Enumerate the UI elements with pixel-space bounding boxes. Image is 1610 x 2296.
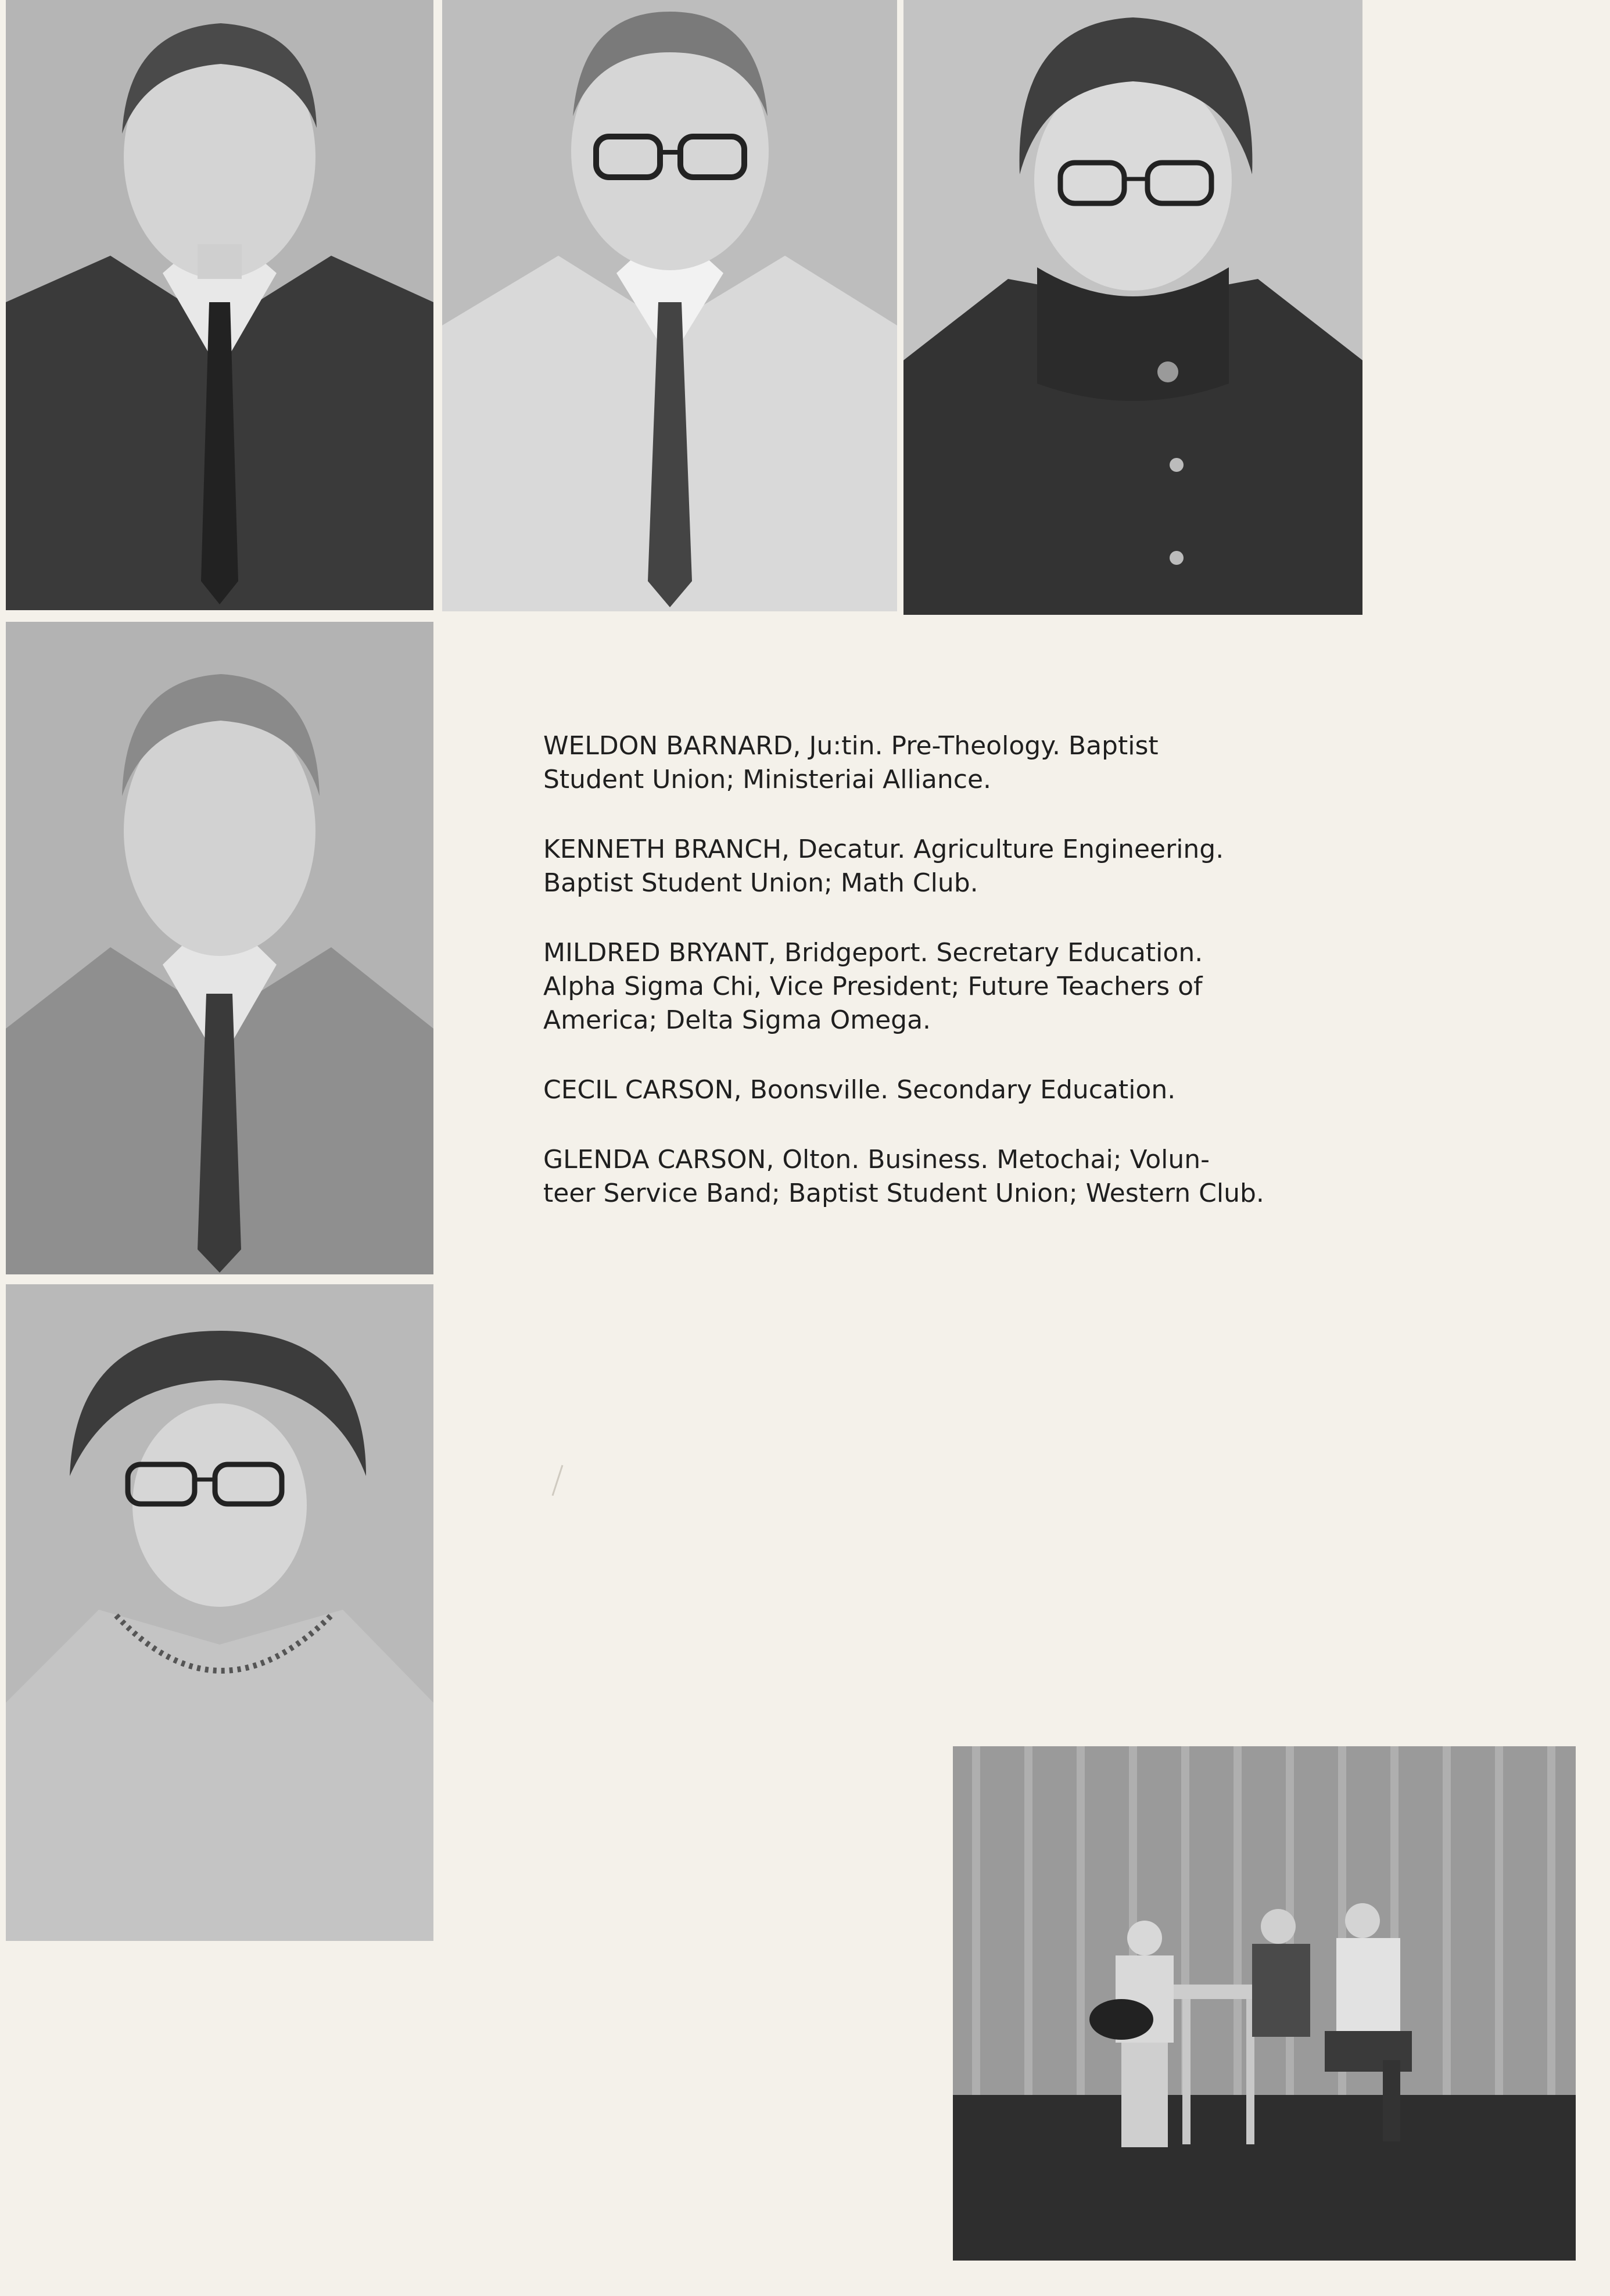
bio-list [543,729,1310,1246]
bio-entry [543,936,1310,1037]
bio-entry [543,1073,1310,1107]
bio-line: Alpha Sigma Chi, Vice President; Future Teachers of [543,972,1203,1001]
portrait-mildred-bryant [903,0,1362,615]
scan-mark [552,1465,564,1496]
bio-entry [543,833,1310,900]
portrait-cecil-carson [6,622,433,1274]
bio-entry [543,1143,1310,1210]
portrait-kenneth-branch [442,0,897,611]
bio-line: America; Delta Sigma Omega. [543,1005,931,1035]
bio-line: KENNETH BRANCH, Decatur. Agriculture Engineering. [543,834,1224,864]
bio-line: CECIL CARSON, Boonsville. Secondary Education. [543,1075,1176,1105]
bio-line: Student Union; Ministeriai Alliance. [543,765,992,794]
portrait-glenda-carson [6,1284,433,1941]
bio-line: MILDRED BRYANT, Bridgeport. Secretary Education. [543,938,1203,968]
bio-line: GLENDA CARSON, Olton. Business. Metochai; Volun- [543,1145,1210,1174]
portrait-weldon-barnard [6,0,433,610]
bio-line: WELDON BARNARD, Ju:tin. Pre-Theology. Baptist [543,731,1159,761]
stage-band-photo [953,1746,1576,2261]
bio-line: teer Service Band; Baptist Student Union; Western Club. [543,1179,1264,1208]
bio-entry [543,729,1310,797]
bio-line: Baptist Student Union; Math Club. [543,868,978,898]
